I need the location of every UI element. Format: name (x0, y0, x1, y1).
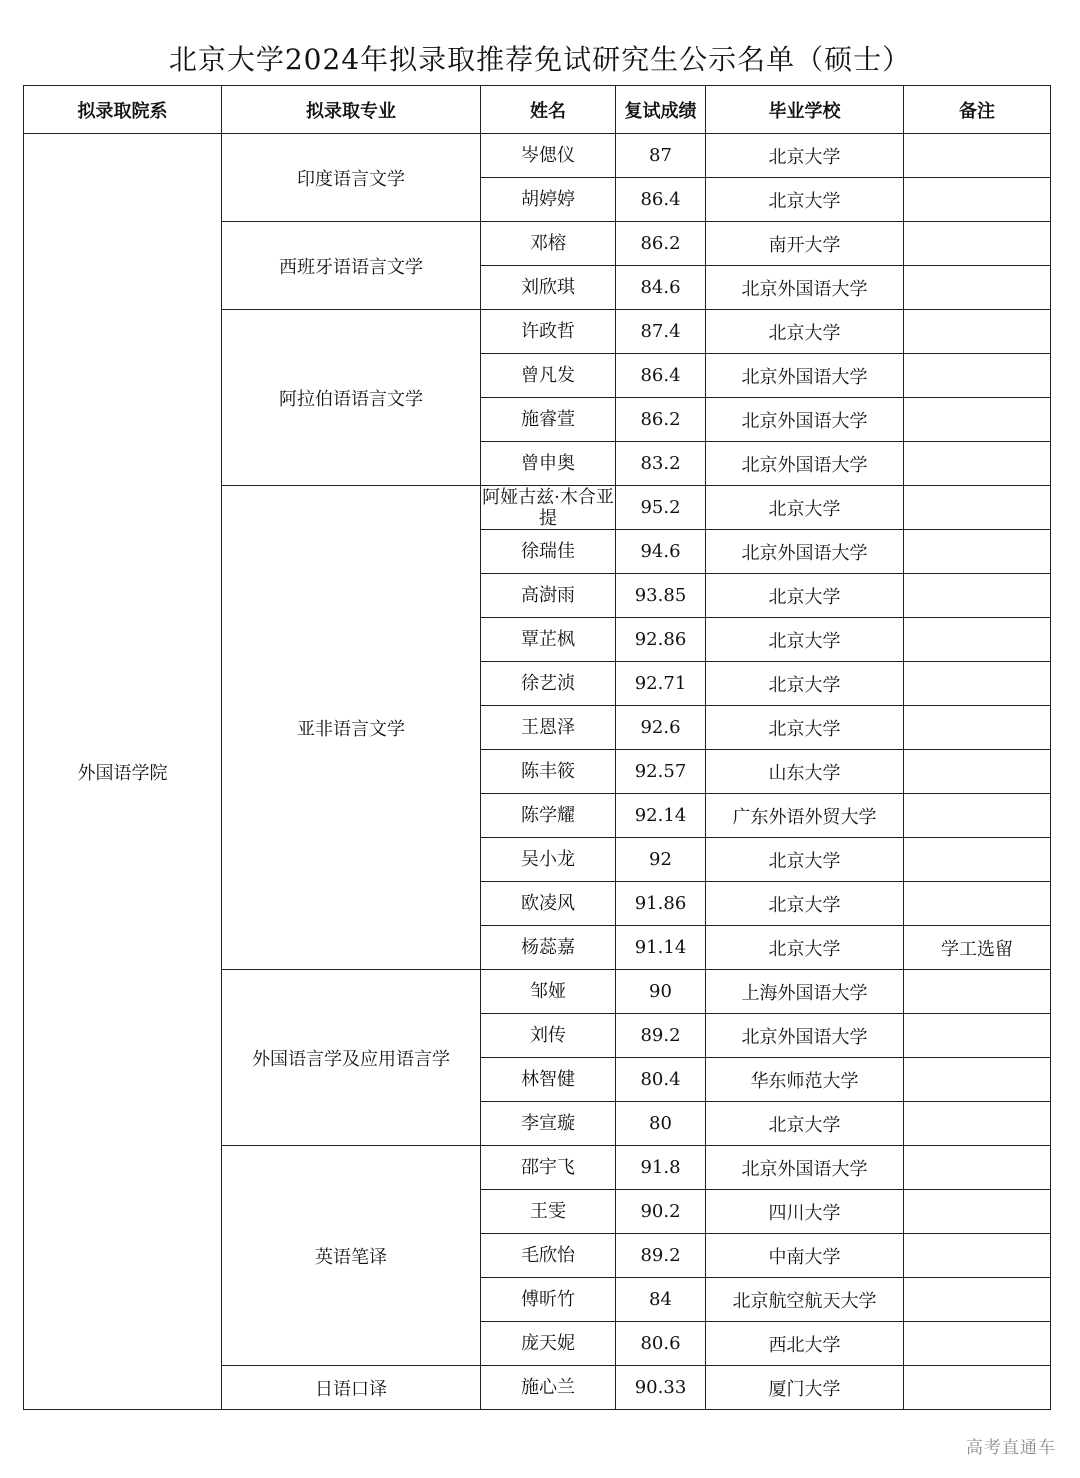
student-name: 曾凡发 (481, 354, 616, 398)
student-remark (904, 1146, 1051, 1190)
student-school: 西北大学 (706, 1322, 904, 1366)
student-score: 92.6 (616, 706, 706, 750)
student-name: 陈丰筱 (481, 750, 616, 794)
student-school: 北京大学 (706, 1102, 904, 1146)
student-school: 上海外国语大学 (706, 970, 904, 1014)
student-name: 邓榕 (481, 222, 616, 266)
student-name: 徐艺浈 (481, 662, 616, 706)
student-score: 84.6 (616, 266, 706, 310)
student-school: 山东大学 (706, 750, 904, 794)
student-name: 庞天妮 (481, 1322, 616, 1366)
student-score: 86.2 (616, 222, 706, 266)
student-score: 92.14 (616, 794, 706, 838)
student-name: 胡婷婷 (481, 178, 616, 222)
student-name: 徐瑞佳 (481, 530, 616, 574)
student-school: 北京外国语大学 (706, 442, 904, 486)
student-name: 林智健 (481, 1058, 616, 1102)
student-name: 杨蕊嘉 (481, 926, 616, 970)
table-body (24, 134, 1051, 1410)
student-name: 阿娅古兹·木合亚提 (482, 486, 614, 529)
major-cell: 外国语言学及应用语言学 (222, 970, 481, 1146)
header-school: 毕业学校 (706, 86, 904, 134)
student-name: 覃芷枫 (481, 618, 616, 662)
student-score: 87 (616, 134, 706, 178)
student-remark (904, 486, 1051, 530)
student-score: 80.4 (616, 1058, 706, 1102)
student-name: 邹娅 (481, 970, 616, 1014)
student-score: 91.8 (616, 1146, 706, 1190)
student-remark (904, 1278, 1051, 1322)
student-school: 北京外国语大学 (706, 266, 904, 310)
student-score: 93.85 (616, 574, 706, 618)
student-school: 北京大学 (706, 134, 904, 178)
student-school: 北京大学 (706, 838, 904, 882)
admission-table (23, 85, 1051, 1410)
student-remark (904, 662, 1051, 706)
major-cell: 亚非语言文学 (222, 486, 481, 970)
student-score: 80.6 (616, 1322, 706, 1366)
student-school: 北京大学 (706, 662, 904, 706)
student-school: 北京大学 (706, 310, 904, 354)
student-remark (904, 970, 1051, 1014)
student-score: 89.2 (616, 1234, 706, 1278)
student-score: 86.2 (616, 398, 706, 442)
student-remark (904, 310, 1051, 354)
student-score: 90.33 (616, 1366, 706, 1410)
student-school: 厦门大学 (706, 1366, 904, 1410)
student-score: 92.86 (616, 618, 706, 662)
student-remark (904, 178, 1051, 222)
student-name: 陈学耀 (481, 794, 616, 838)
student-remark (904, 574, 1051, 618)
student-score: 86.4 (616, 178, 706, 222)
student-score: 91.14 (616, 926, 706, 970)
student-school: 北京航空航天大学 (706, 1278, 904, 1322)
student-name: 李宣璇 (481, 1102, 616, 1146)
student-score: 84 (616, 1278, 706, 1322)
page-title: 北京大学2024年拟录取推荐免试研究生公示名单（硕士） (168, 43, 912, 76)
student-name: 刘欣琪 (481, 266, 616, 310)
student-remark: 学工选留 (904, 926, 1051, 970)
student-remark (904, 354, 1051, 398)
student-remark (904, 750, 1051, 794)
student-school: 北京外国语大学 (706, 530, 904, 574)
student-name: 曾申奥 (481, 442, 616, 486)
student-school: 华东师范大学 (706, 1058, 904, 1102)
student-score: 83.2 (616, 442, 706, 486)
header-department: 拟录取院系 (24, 86, 222, 134)
header-score: 复试成绩 (616, 86, 706, 134)
watermark: 高考直通车 (966, 1438, 1056, 1458)
student-remark (904, 1014, 1051, 1058)
student-remark (904, 838, 1051, 882)
student-name: 施睿萱 (481, 398, 616, 442)
major-cell: 印度语言文学 (222, 134, 481, 222)
student-school: 北京大学 (706, 574, 904, 618)
student-score: 95.2 (616, 486, 706, 530)
student-remark (904, 1190, 1051, 1234)
student-school: 南开大学 (706, 222, 904, 266)
student-school: 北京外国语大学 (706, 1014, 904, 1058)
student-remark (904, 882, 1051, 926)
student-score: 94.6 (616, 530, 706, 574)
student-name: 施心兰 (481, 1366, 616, 1410)
student-remark (904, 442, 1051, 486)
student-school: 北京大学 (706, 178, 904, 222)
student-remark (904, 1102, 1051, 1146)
student-name: 欧凌风 (481, 882, 616, 926)
student-score: 86.4 (616, 354, 706, 398)
student-remark (904, 618, 1051, 662)
student-remark (904, 1058, 1051, 1102)
student-remark (904, 398, 1051, 442)
student-name: 高澍雨 (481, 574, 616, 618)
student-score: 92.57 (616, 750, 706, 794)
student-school: 广东外语外贸大学 (706, 794, 904, 838)
student-score: 91.86 (616, 882, 706, 926)
student-score: 90.2 (616, 1190, 706, 1234)
student-score: 80 (616, 1102, 706, 1146)
student-score: 90 (616, 970, 706, 1014)
student-school: 北京外国语大学 (706, 1146, 904, 1190)
major-cell: 日语口译 (222, 1366, 481, 1410)
student-school: 中南大学 (706, 1234, 904, 1278)
student-remark (904, 1234, 1051, 1278)
student-remark (904, 530, 1051, 574)
student-school: 北京大学 (706, 618, 904, 662)
student-school: 四川大学 (706, 1190, 904, 1234)
student-school: 北京大学 (706, 706, 904, 750)
student-school: 北京外国语大学 (706, 398, 904, 442)
student-score: 92.71 (616, 662, 706, 706)
student-name: 刘传 (481, 1014, 616, 1058)
student-remark (904, 794, 1051, 838)
student-school: 北京大学 (706, 486, 904, 530)
table-row (24, 134, 1051, 178)
major-cell: 英语笔译 (222, 1146, 481, 1366)
student-score: 89.2 (616, 1014, 706, 1058)
student-score: 87.4 (616, 310, 706, 354)
student-remark (904, 1322, 1051, 1366)
student-remark (904, 222, 1051, 266)
student-score: 92 (616, 838, 706, 882)
student-remark (904, 706, 1051, 750)
major-cell: 阿拉伯语语言文学 (222, 310, 481, 486)
student-name: 许政哲 (481, 310, 616, 354)
header-major: 拟录取专业 (222, 86, 481, 134)
student-remark (904, 134, 1051, 178)
department-cell: 外国语学院 (24, 134, 222, 1410)
student-remark (904, 266, 1051, 310)
student-school: 北京外国语大学 (706, 354, 904, 398)
student-name: 邵宇飞 (481, 1146, 616, 1190)
student-name: 王恩泽 (481, 706, 616, 750)
student-name: 傅昕竹 (481, 1278, 616, 1322)
header-name: 姓名 (481, 86, 616, 134)
student-name: 岑偲仪 (481, 134, 616, 178)
header-remark: 备注 (904, 86, 1051, 134)
student-name: 王雯 (481, 1190, 616, 1234)
student-school: 北京大学 (706, 882, 904, 926)
student-name: 毛欣怡 (481, 1234, 616, 1278)
student-name: 吴小龙 (481, 838, 616, 882)
student-remark (904, 1366, 1051, 1410)
student-school: 北京大学 (706, 926, 904, 970)
table-header-row (24, 86, 1051, 134)
major-cell: 西班牙语语言文学 (222, 222, 481, 310)
